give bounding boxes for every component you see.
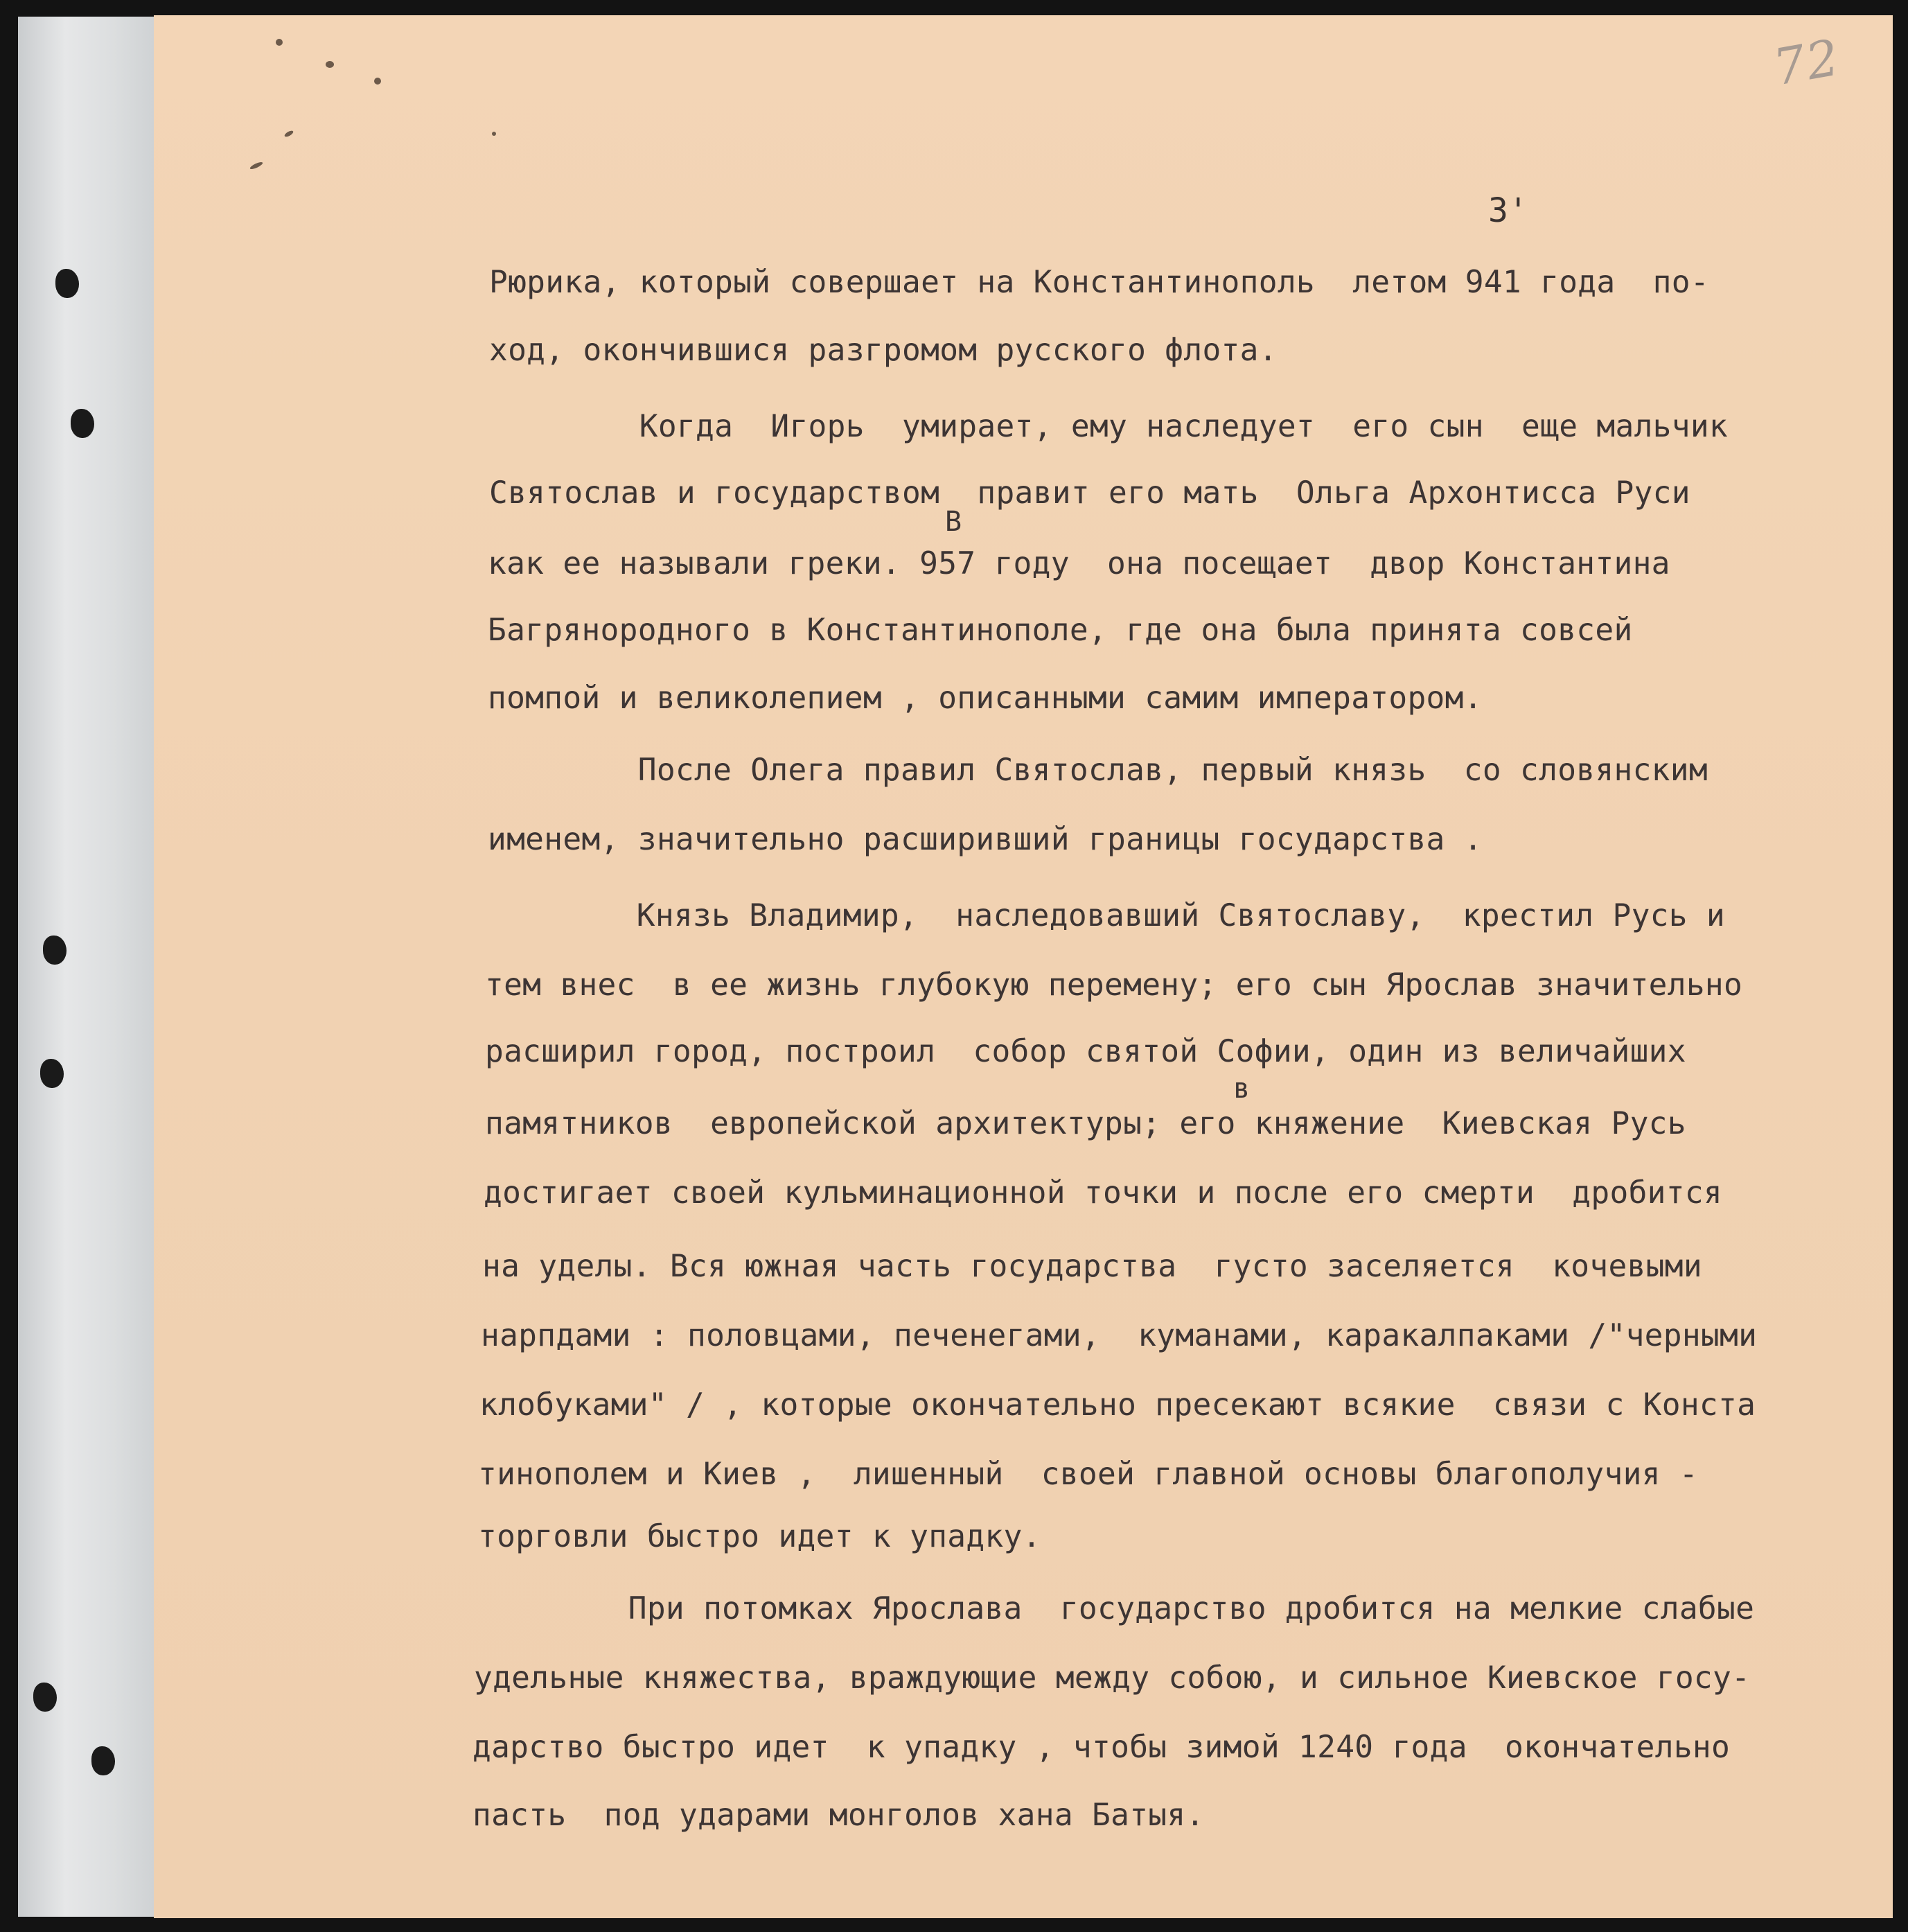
text-line: именем, значительно расширивший границы государства . bbox=[488, 822, 1483, 857]
archive-folio-number: 72 bbox=[1769, 28, 1845, 97]
text-line: Когда Игорь умирает, ему наследует его сын еще мальчик bbox=[489, 409, 1729, 444]
text-line: Рюрика, который совершает на Константинополь летом 941 года по- bbox=[489, 265, 1709, 300]
text-line: Багрянородного в Константинополе, где она была принята совсей bbox=[488, 613, 1633, 648]
ink-speck bbox=[326, 61, 334, 68]
text-line: памятников европейской архитектуры; его княжение Киевская Русь bbox=[485, 1106, 1686, 1141]
text-line: как ее называли греки. 957 году она посещает двор Константина bbox=[488, 546, 1670, 581]
ink-speck bbox=[374, 78, 381, 85]
handwritten-insert: в bbox=[1233, 1073, 1251, 1105]
text-line: удельные княжества, враждующие между собою, и сильное Киевское госу- bbox=[474, 1660, 1751, 1696]
text-line: После Олега правил Святослав, первый князь со словянским bbox=[488, 753, 1708, 788]
text-line: помпой и великолепием , описанными самим императором. bbox=[488, 680, 1483, 716]
ink-speck bbox=[492, 132, 496, 136]
text-line: дарство быстро идет к упадку , чтобы зимой 1240 года окончательно bbox=[472, 1730, 1731, 1765]
text-line: пасть под ударами монголов хана Батыя. bbox=[472, 1798, 1205, 1833]
handwritten-insert: В bbox=[945, 506, 962, 538]
punch-hole bbox=[43, 936, 67, 965]
text-line: При потомках Ярослава государство дробится на мелкие слабые bbox=[478, 1591, 1755, 1626]
text-line: на уделы. Вся южная часть государства густо заселяется кочевыми bbox=[482, 1249, 1702, 1284]
binding-strip bbox=[18, 17, 154, 1917]
typed-page bbox=[154, 15, 1893, 1918]
punch-hole bbox=[55, 269, 79, 298]
ink-speck bbox=[276, 39, 283, 46]
text-line: достигает своей кульминационной точки и после его смерти дробится bbox=[484, 1175, 1723, 1211]
text-line: клобуками" / , которые окончательно пресекают всякие связи с Конста bbox=[479, 1387, 1756, 1423]
page-number: 3' bbox=[1488, 191, 1528, 230]
text-line: Святослав и государством правит его мать Ольга Архонтисса Руси bbox=[489, 475, 1690, 511]
punch-hole bbox=[33, 1683, 57, 1712]
text-line: тем внес в ее жизнь глубокую перемену; его сын Ярослав значительно bbox=[485, 967, 1743, 1003]
punch-hole bbox=[91, 1746, 115, 1775]
text-line: торговли быстро идет к упадку. bbox=[478, 1519, 1041, 1554]
text-line: нарпдами : половцами, печенегами, куманами, каракалпаками /"черными bbox=[481, 1318, 1758, 1353]
text-line: расширил город, построил собор святой Софии, один из величайших bbox=[485, 1034, 1686, 1069]
punch-hole bbox=[71, 409, 94, 438]
text-line: ход, окончившися разгромом русского флота. bbox=[489, 333, 1278, 368]
text-line: тинополем и Киев , лишенный своей главной основы благополучия - bbox=[478, 1457, 1698, 1492]
text-line: Князь Владимир, наследовавший Святославу, крестил Русь и bbox=[486, 898, 1726, 933]
punch-hole bbox=[40, 1059, 64, 1088]
